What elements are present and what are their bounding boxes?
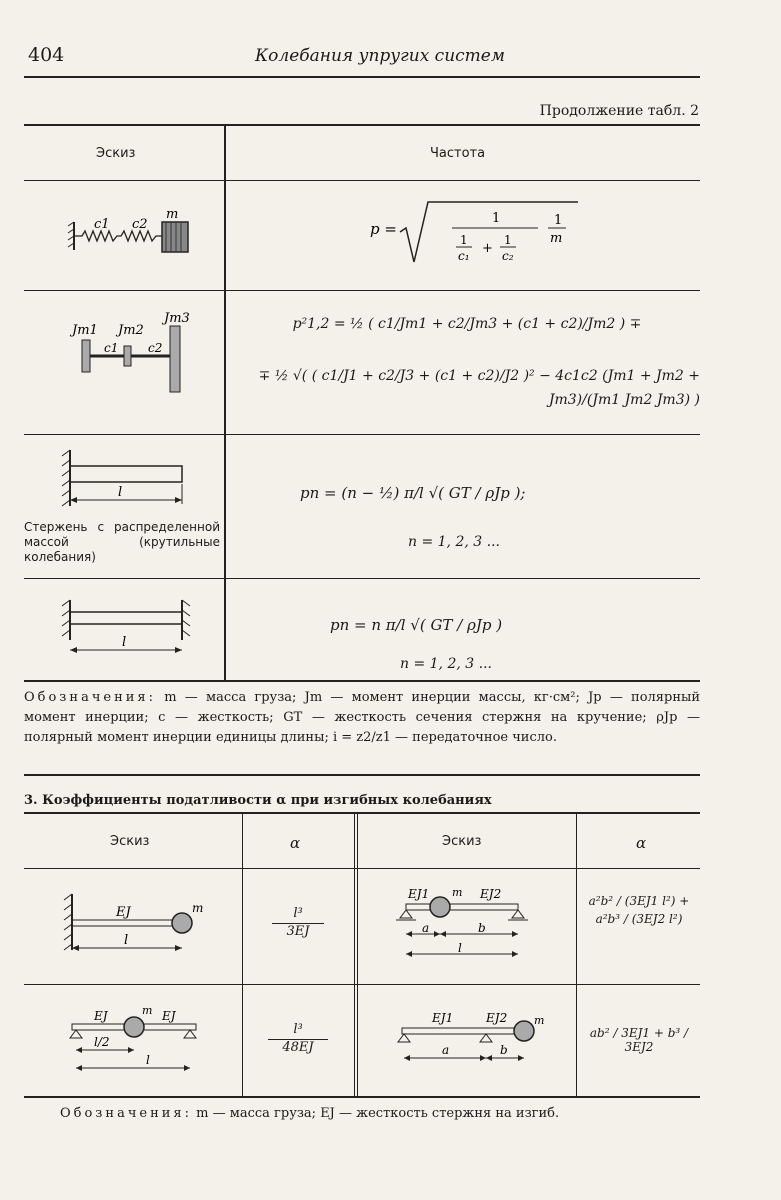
svg-text:l: l <box>458 941 462 955</box>
table3-col-sketch-1: Эскиз <box>110 834 150 849</box>
label-l: l <box>118 485 123 500</box>
svg-text:1: 1 <box>504 233 512 247</box>
page-number: 404 <box>28 44 65 66</box>
table2-top-rule <box>24 124 700 126</box>
midspan-mass-sketch <box>66 1002 216 1086</box>
header-rule <box>24 76 700 78</box>
formula-row3-n: n = 1, 2, 3 ... <box>408 534 500 550</box>
alpha-r2c4: ab² / 3EJ1 + b³ / 3EJ2 <box>589 1026 689 1054</box>
label-c1: c1 <box>104 341 119 355</box>
label-jm2: Jm2 <box>118 323 144 338</box>
notes-text: m — масса груза; Jm — момент инерции массы, кг·см²; Jp — полярный момент инерции; c — жесткость; GT — жесткость сечения стержня на кручение; ρJp — полярный момент инерции единицы длины; i = z2/z1 — передаточное число. <box>24 690 701 745</box>
formula-row2 <box>234 312 700 412</box>
table2-notes <box>24 688 700 748</box>
svg-text:c₂: c₂ <box>502 249 514 263</box>
svg-text:1: 1 <box>554 213 563 228</box>
simply-supported-mass-sketch <box>396 882 536 968</box>
svg-text:m: m <box>192 901 204 915</box>
table2-col-frequency: Частота <box>430 146 486 161</box>
table-continuation-label: Продолжение табл. 2 <box>539 103 699 119</box>
table3-divider-1 <box>242 812 243 1096</box>
label-c1: c1 <box>94 217 110 232</box>
table3-bottom-rule <box>24 1096 700 1098</box>
table2-col-sketch: Эскиз <box>96 146 136 161</box>
svg-text:1: 1 <box>460 233 468 247</box>
svg-text:m: m <box>550 231 563 246</box>
svg-text:b: b <box>478 921 486 935</box>
svg-text:EJ1: EJ1 <box>432 1011 454 1025</box>
spring-mass-sketch <box>64 200 204 270</box>
table3-divider-2a <box>354 812 355 1096</box>
table2-row-rule <box>24 434 700 435</box>
cantilever-rod-sketch <box>58 448 198 518</box>
cantilever-end-mass-sketch <box>60 890 210 970</box>
table3-col-alpha-2: α <box>636 834 647 852</box>
svg-text:l: l <box>146 1053 150 1067</box>
svg-text:EJ2: EJ2 <box>486 1011 508 1025</box>
formula-row4-n: n = 1, 2, 3 ... <box>400 656 492 672</box>
table3-title: 3. Коэффициенты податливости α при изгибных колебаниях <box>24 793 492 808</box>
table2-column-divider <box>224 124 226 680</box>
svg-text:m: m <box>452 886 463 899</box>
overhang-end-mass-sketch <box>396 1000 546 1080</box>
svg-text:b: b <box>500 1043 508 1057</box>
svg-text:EJ: EJ <box>162 1009 176 1023</box>
table2-row-rule <box>24 290 700 291</box>
svg-text:a: a <box>442 1043 450 1057</box>
notes-text: m — масса груза; EJ — жесткость стержня на изгиб. <box>196 1106 560 1121</box>
formula-row2-line2: ∓ ½ √( ( c1/J1 + c2/J3 + (c1 + c2)/J2 )² − 4c1c2 (Jm1 + Jm2 + Jm3)/(Jm1 Jm2 Jm3) ) <box>258 368 700 408</box>
svg-text:l/2: l/2 <box>94 1035 110 1049</box>
table3-header-rule <box>24 868 700 869</box>
label-jm1: Jm1 <box>72 323 98 338</box>
formula-row1 <box>360 196 580 272</box>
svg-text:l: l <box>124 933 129 948</box>
formula-row2-line1: p²1,2 = ½ ( c1/Jm1 + c2/Jm3 + (c1 + c2)/Jm2 ) ∓ <box>292 316 642 332</box>
svg-text:1: 1 <box>492 211 501 226</box>
table3-row-rule <box>24 984 700 985</box>
svg-text:m: m <box>534 1014 545 1027</box>
label-c2: c2 <box>132 217 148 232</box>
formula-row4: pn = n π/l √( GT / ρJp ) <box>330 616 503 634</box>
fixed-fixed-rod-sketch <box>58 596 198 660</box>
table3-col-alpha-1: α <box>290 834 301 852</box>
svg-text:EJ: EJ <box>116 905 131 920</box>
table3-notes <box>60 1104 700 1124</box>
table3-divider-3 <box>576 812 577 1096</box>
table2-header-rule <box>24 180 700 181</box>
svg-text:p =: p = <box>370 220 397 238</box>
svg-text:EJ2: EJ2 <box>480 887 502 901</box>
running-title: Колебания упругих систем <box>255 46 505 66</box>
table2-row-rule <box>24 578 700 579</box>
notes-heading: Обозначения: <box>60 1106 193 1121</box>
label-m: m <box>166 207 179 222</box>
row3-caption: Стержень с распределенной массой (крутильные колебания) <box>24 520 220 564</box>
svg-text:c₁: c₁ <box>458 249 470 263</box>
formula-row3: pn = (n − ½) π/l √( GT / ρJp ); <box>300 484 526 502</box>
table3-col-sketch-2: Эскиз <box>442 834 482 849</box>
table3-top-rule <box>24 812 700 814</box>
label-l: l <box>122 635 127 650</box>
table2-bottom-rule <box>24 680 700 682</box>
three-disk-shaft-sketch <box>68 304 208 404</box>
alpha-r2c2: l³ 48EJ <box>262 1022 334 1055</box>
notes-heading: Обозначения: <box>24 690 157 705</box>
svg-text:a: a <box>422 921 430 935</box>
svg-text:+: + <box>482 241 493 256</box>
svg-text:EJ: EJ <box>94 1009 108 1023</box>
table3-divider-2b <box>357 812 358 1096</box>
notes-bottom-rule <box>24 774 700 776</box>
alpha-r1c4: a²b² / (3EJ1 l²) + a²b³ / (3EJ2 l²) <box>588 894 690 926</box>
svg-text:EJ1: EJ1 <box>408 887 430 901</box>
label-c2: c2 <box>148 341 163 355</box>
label-jm3: Jm3 <box>164 311 190 326</box>
svg-text:m: m <box>142 1004 153 1017</box>
alpha-r1c2: l³ 3EJ <box>262 906 334 939</box>
